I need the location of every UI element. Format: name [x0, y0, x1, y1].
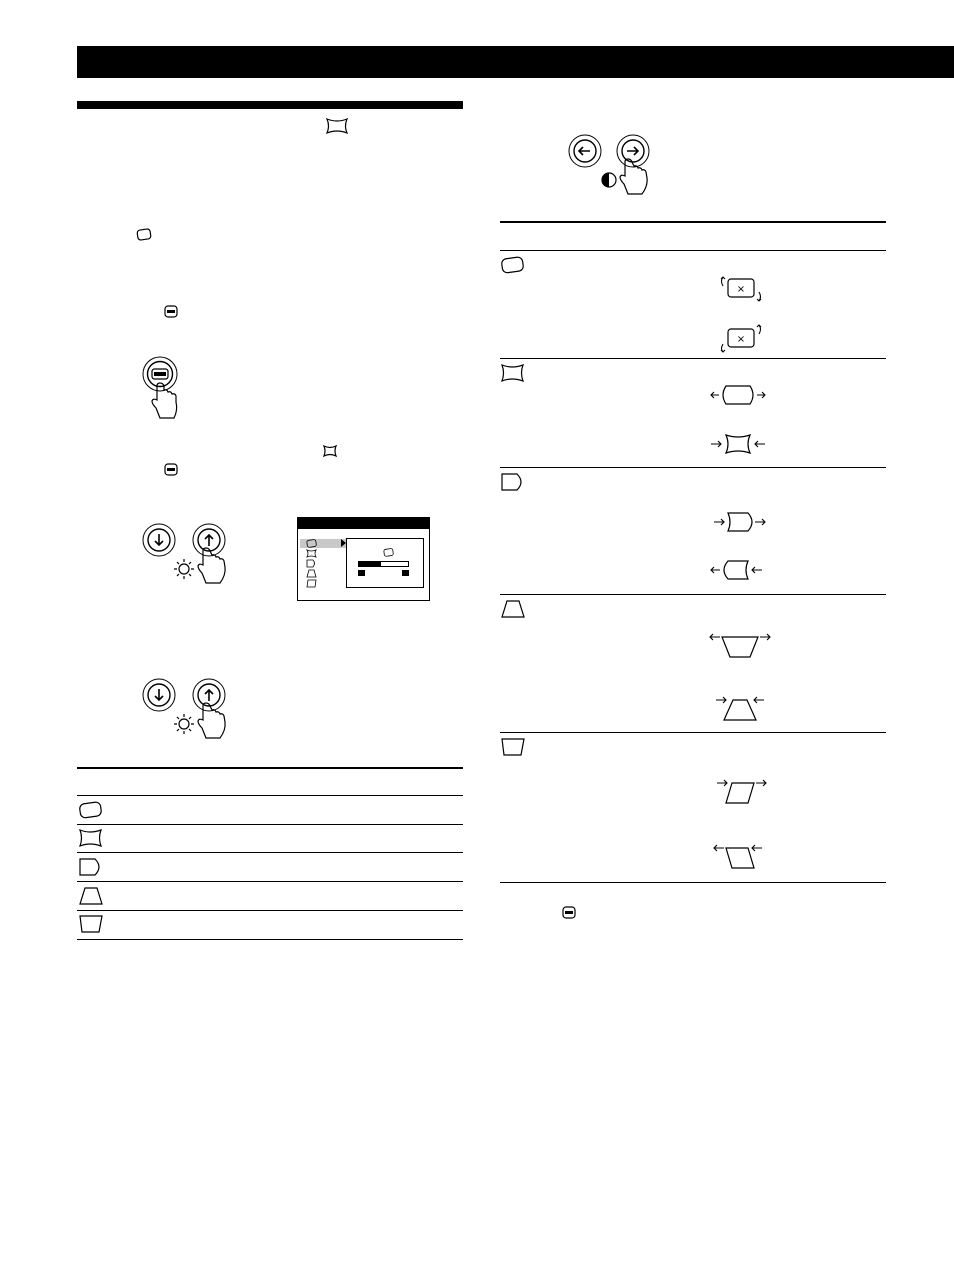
- right-table-row-divider: [500, 467, 886, 468]
- left-table-row-divider: [77, 824, 463, 825]
- expand-sides-example: [708, 382, 768, 408]
- osd-title-bar: [298, 518, 429, 529]
- pincushion-icon: [78, 828, 104, 848]
- section-heading-rule: [77, 101, 463, 109]
- left-table-row-divider: [77, 852, 463, 853]
- widen-top-example: [708, 629, 772, 661]
- keystone-icon: [500, 599, 526, 619]
- pincushion-icon: [322, 444, 338, 458]
- rotation-glyph: ×: [736, 284, 746, 295]
- rotation-icon: [383, 548, 395, 558]
- menu-icon: [562, 906, 576, 919]
- menu-icon: [164, 305, 178, 318]
- osd-level-fill: [359, 562, 381, 566]
- right-table-row-divider: [500, 594, 886, 595]
- osd-minus-button: [358, 570, 365, 576]
- left-table-bottom-rule: [77, 939, 463, 940]
- rotate-counterclockwise-example: [715, 324, 767, 354]
- bulge-right-example: [708, 509, 768, 535]
- pincushion-icon: [500, 363, 526, 383]
- osd-screen: [297, 517, 430, 601]
- menu-button[interactable]: [140, 356, 190, 422]
- osd-plus-button: [402, 570, 409, 576]
- left-table-row-divider: [77, 795, 463, 796]
- left-table-row-divider: [77, 881, 463, 882]
- contract-sides-example: [708, 431, 768, 457]
- pin-balance-icon: [500, 472, 526, 492]
- key-balance-icon: [78, 914, 104, 934]
- adjust-buttons[interactable]: [566, 134, 666, 204]
- right-table-row-divider: [500, 732, 886, 733]
- rotation-icon: [136, 228, 152, 241]
- pincushion-icon: [325, 117, 349, 135]
- lean-right-example: [708, 775, 772, 807]
- menu-icon: [164, 463, 178, 476]
- left-table-top-rule: [77, 767, 463, 769]
- narrow-top-example: [708, 692, 772, 724]
- key-balance-icon: [500, 737, 526, 757]
- osd-level-bar: [358, 561, 409, 567]
- bulge-left-example: [708, 557, 768, 583]
- rotation-icon: [78, 800, 104, 820]
- right-table-row-divider: [500, 358, 886, 359]
- step-buttons-adjust[interactable]: [140, 678, 235, 748]
- osd-submenu: [346, 538, 424, 588]
- right-table-bottom-rule: [500, 882, 886, 883]
- pin-balance-icon: [78, 857, 104, 877]
- keystone-icon: [78, 886, 104, 906]
- left-table-row-divider: [77, 910, 463, 911]
- rotation-glyph: ×: [736, 334, 746, 345]
- rotation-icon: [500, 255, 526, 275]
- lean-left-example: [708, 840, 772, 872]
- header-bar: [77, 46, 954, 78]
- osd-icon-list: [305, 539, 325, 591]
- right-table-top-rule: [500, 221, 886, 223]
- step-buttons-select[interactable]: [140, 523, 235, 593]
- rotate-clockwise-example: [715, 274, 767, 304]
- right-table-row-divider: [500, 250, 886, 251]
